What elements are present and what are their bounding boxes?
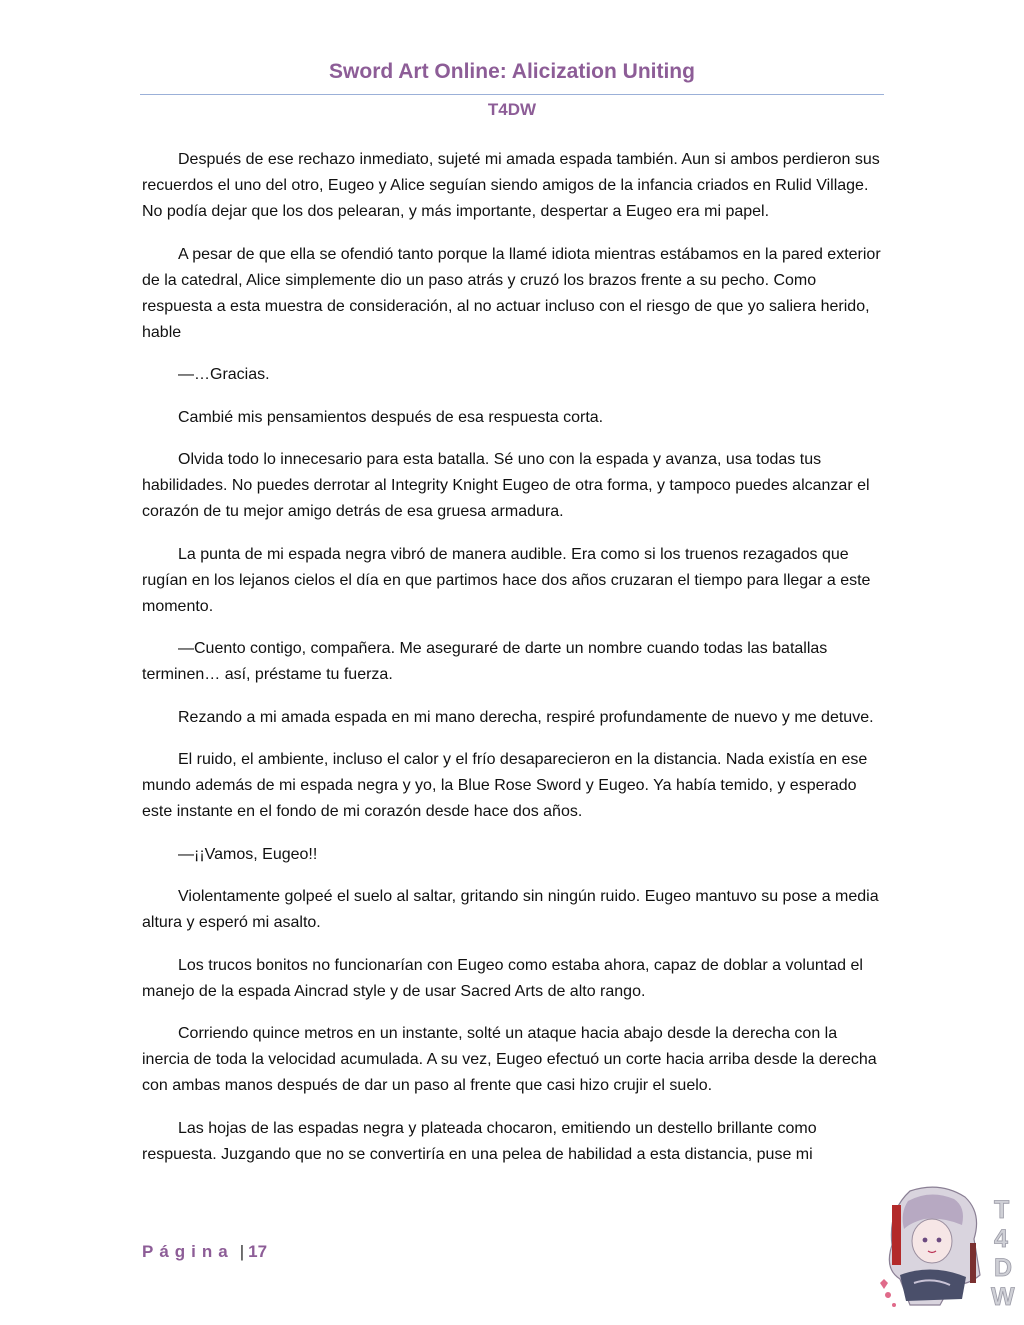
svg-text:W: W [991,1283,1015,1311]
paragraph: La punta de mi espada negra vibró de manera audible. Era como si los truenos rezagados que rugían en los lejanos cielos el día en que partimos hace dos años cruzaran el tiempo para llegar a este momento. [142,545,871,615]
paragraph: Rezando a mi amada espada en mi mano derecha, respiré profundamente de nuevo y me detuve. [178,708,874,726]
svg-text:4: 4 [994,1225,1008,1253]
svg-text:D: D [994,1254,1013,1282]
paragraph: Cambié mis pensamientos después de esa respuesta corta. [178,408,604,426]
svg-text:T: T [994,1196,1010,1224]
paragraph: Después de ese rechazo inmediato, sujeté mi amada espada también. Aun si ambos perdieron sus recuerdos el uno del otro, Eugeo y Alice seguían siendo amigos de la infancia criados en Rulid Village. No podía dejar que los dos pelearan, y más importante, despertar a Eugeo era mi papel. [142,151,880,220]
paragraph: Olvida todo lo innecesario para esta batalla. Sé uno con la espada y avanza, usa todas tus habilidades. No puedes derrotar al Integrity Knight Eugeo de otra forma, y tampoco puedes alcanzar el corazón de tu mejor amigo detrás de esa gruesa armadura. [142,451,870,520]
paragraph: Las hojas de las espadas negra y plateada chocaron, emitiendo un destello brillante como respuesta. Juzgando que no se convertiría en una pelea de habilidad a esta distancia, puse mi [142,1119,817,1163]
body-text [142,147,887,1184]
t4dw-logo-icon [870,1183,1020,1313]
footer-separator: | [239,1242,245,1261]
paragraph: El ruido, el ambiente, incluso el calor y el frío desaparecieron en la distancia. Nada existía en ese mundo además de mi espada negra y yo, la Blue Rose Sword y Eugeo. Ya había temido, y esperado este instante en el fondo de mi corazón desde hace dos años. [142,751,868,820]
paragraph: —¡¡Vamos, Eugeo!! [178,845,318,863]
paragraph: —…Gracias. [178,366,270,383]
paragraph: A pesar de que ella se ofendió tanto porque la llamé idiota mientras estábamos en la pared exterior de la catedral, Alice simplemente dio un paso atrás y cruzó los brazos frente a su pecho. Como respuesta a esta muestra de consideración, al no actuar incluso con el riesgo de que yo saliera herido, hable [142,245,881,341]
page-label: Página [142,1242,234,1261]
paragraph: Corriendo quince metros en un instante, solté un ataque hacia abajo desde la derecha con la inercia de toda la velocidad acumulada. A su vez, Eugeo efectuó un corte hacia arriba desde la derecha con ambas manos después de dar un paso al frente que casi hizo crujir el suelo. [142,1025,877,1094]
character-illustration [880,1187,980,1307]
header-divider [140,94,884,95]
paragraph: Violentamente golpeé el suelo al saltar, gritando sin ningún ruido. Eugeo mantuvo su pose a media altura y esperó mi asalto. [142,888,879,931]
document-subtitle: T4DW [487,100,537,119]
t4dw-letters [991,1196,1015,1311]
document-title: Sword Art Online: Alicization Uniting [329,60,695,83]
page-footer [142,1242,267,1262]
paragraph: —Cuento contigo, compañera. Me aseguraré de darte un nombre cuando todas las batallas terminen… así, préstame tu fuerza. [142,640,828,683]
paragraph: Los trucos bonitos no funcionarían con Eugeo como estaba ahora, capaz de doblar a voluntad el manejo de la espada Aincrad style y de usar Sacred Arts de alto rango. [142,956,863,1000]
page-number: 17 [248,1242,268,1261]
